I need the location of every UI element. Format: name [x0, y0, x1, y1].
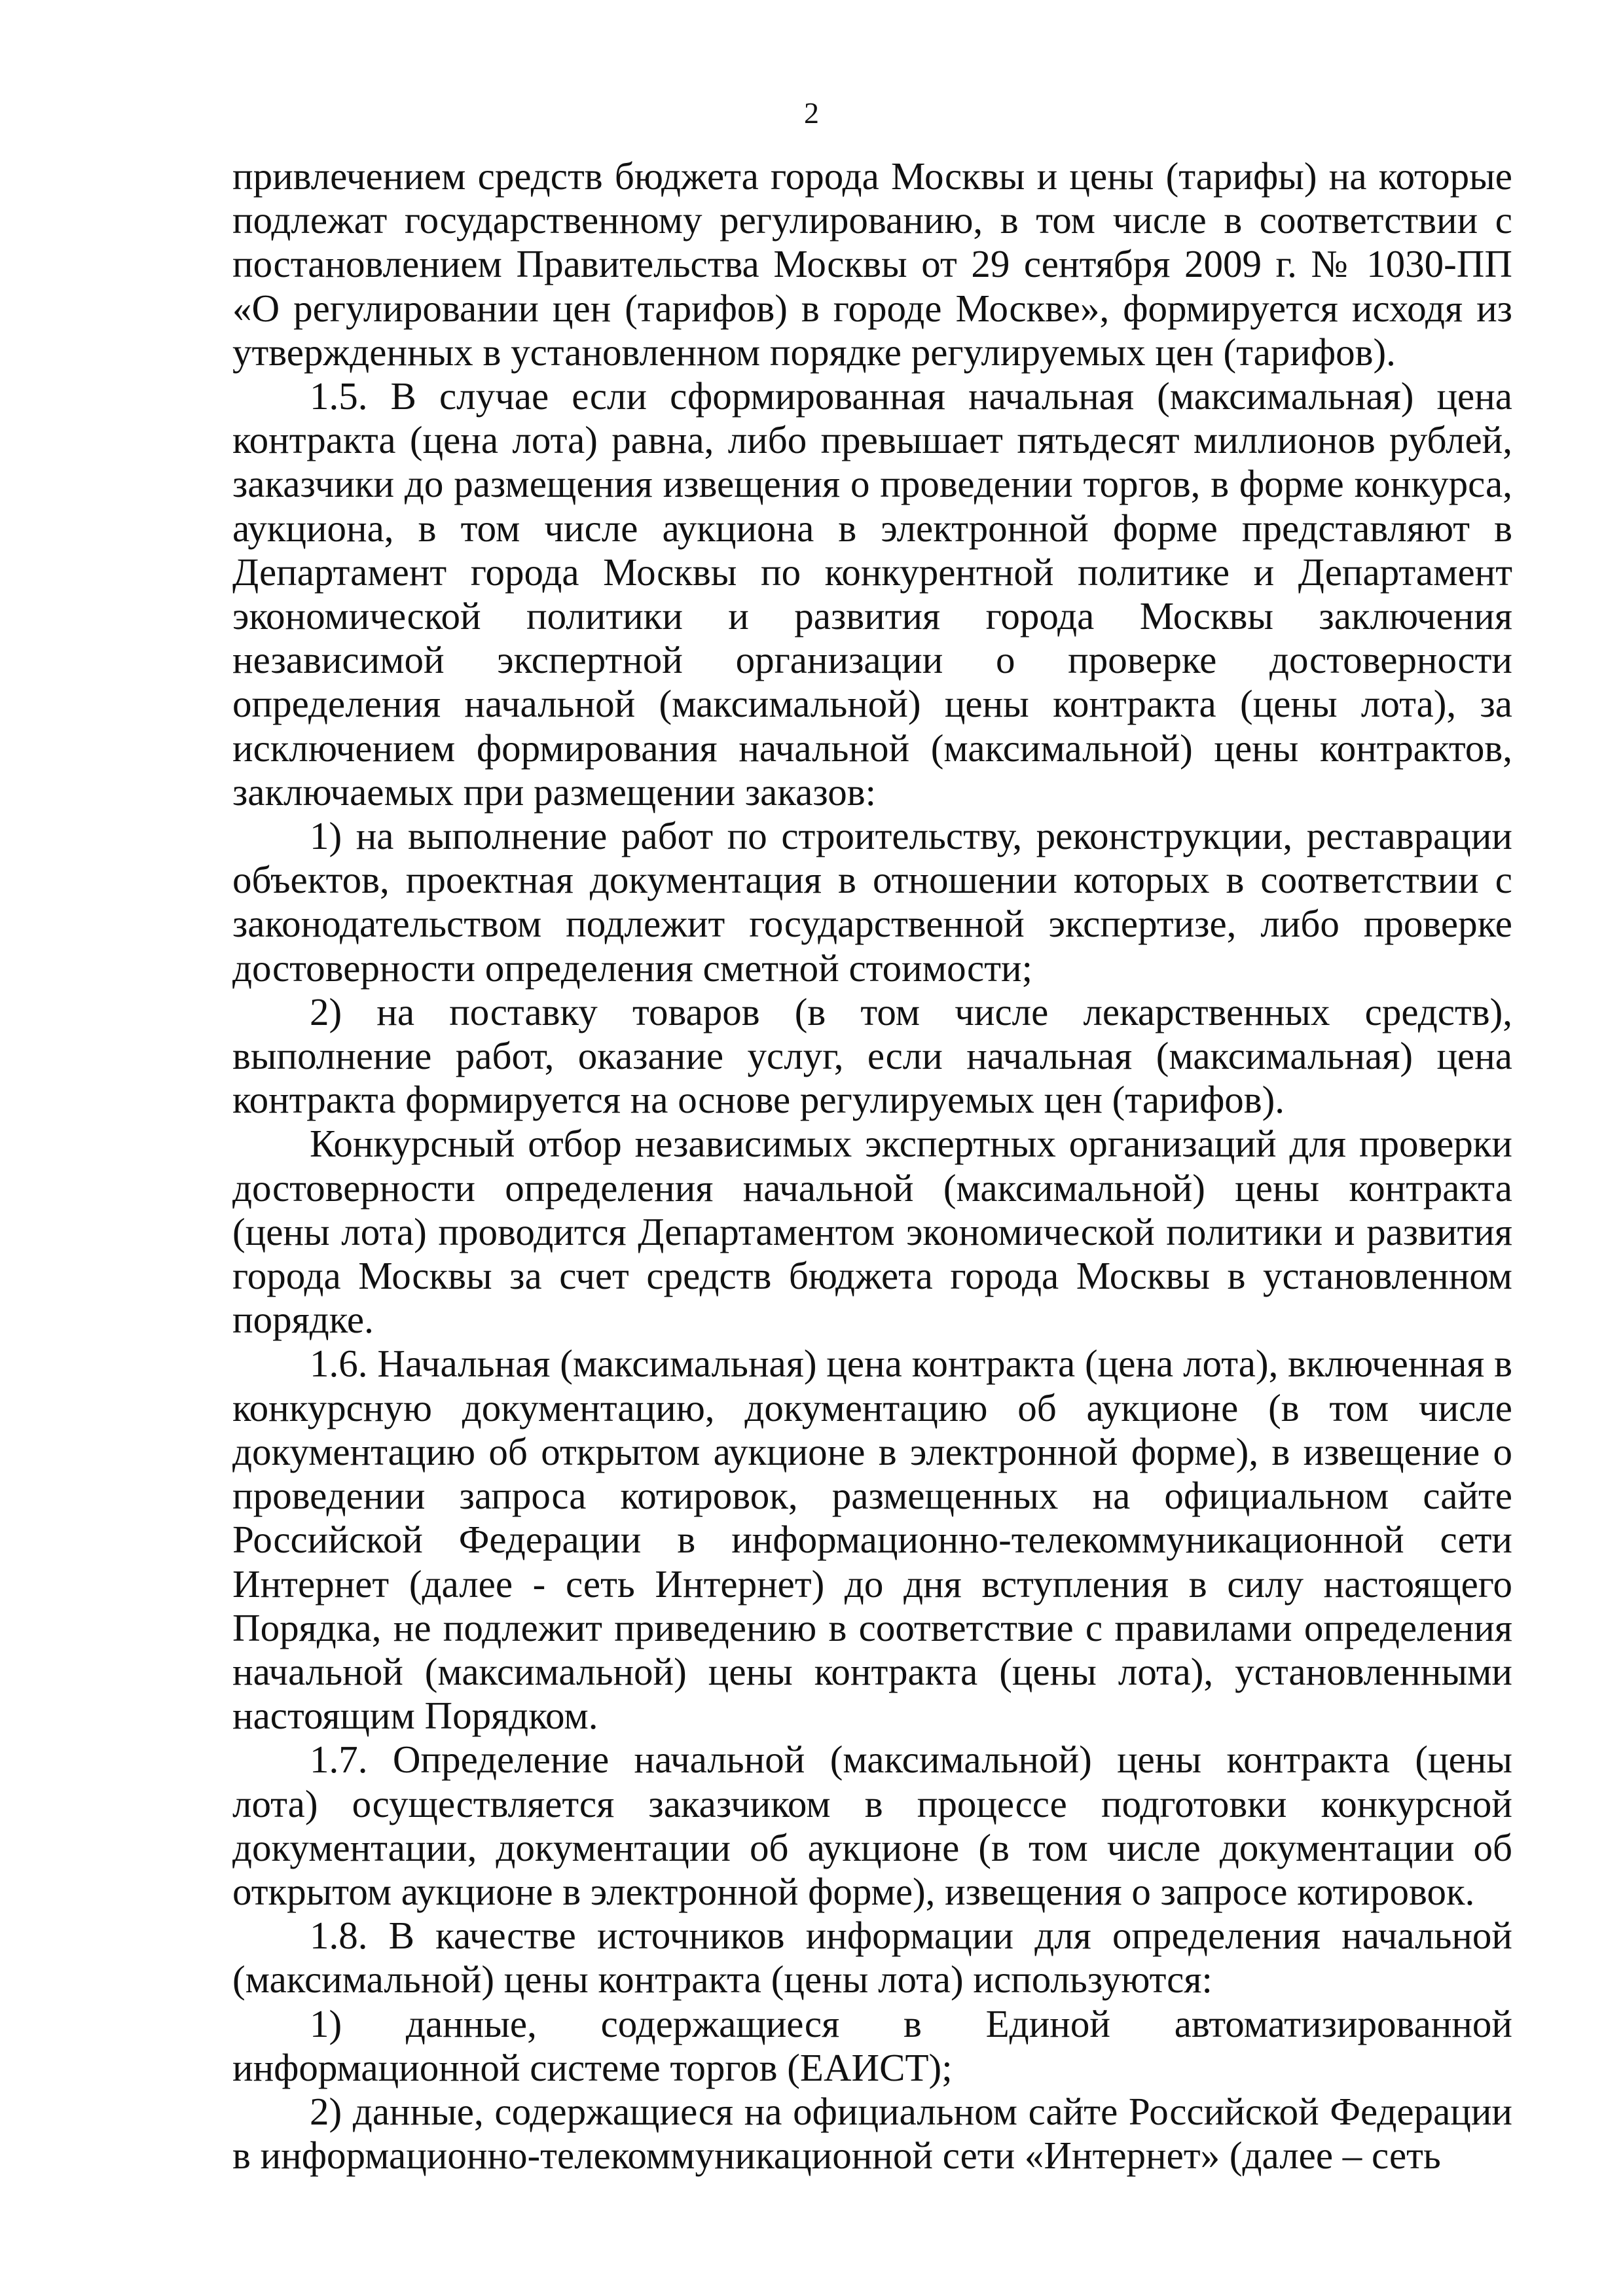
document-body — [232, 154, 1512, 2178]
paragraph-1-5: 1.5. В случае если сформированная начальная (максимальная) цена контракта (цена лота) равна, либо превышает пятьдесят миллионов рублей, заказчики до размещения извещения о проведении торгов, в форме конкурса, аукциона, в том числе аукциона в электронной форме представляют в Департамент города Москвы по конкурентной политике и Департамент экономической политики и развития города Москвы заключения независимой экспертной организации о проверке достоверности определения начальной (максимальной) цены контракта (цены лота), за исключением формирования начальной (максимальной) цены контрактов, заключаемых при размещении заказов: — [232, 374, 1512, 814]
paragraph-1-6: 1.6. Начальная (максимальная) цена контракта (цена лота), включенная в конкурсную документацию, документацию об аукционе (в том числе документацию об открытом аукционе в электронной форме), в извещение о проведении запроса котировок, размещенных на официальном сайте Российской Федерации в информационно-телекоммуникационной сети Интернет (далее - сеть Интернет) до дня вступления в силу настоящего Порядка, не подлежит приведению в соответствие с правилами определения начальной (максимальной) цены контракта (цены лота), установленными настоящим Порядком. — [232, 1342, 1512, 1738]
list-item-2-official-site: 2) данные, содержащиеся на официальном сайте Российской Федерации в информационно-телекоммуникационной сети «Интернет» (далее – сеть — [232, 2089, 1512, 2178]
paragraph-continuation: привлечением средств бюджета города Москвы и цены (тарифы) на которые подлежат государственному регулированию, в том числе в соответствии с постановлением Правительства Москвы от 29 сентября 2009 г. № 1030-ПП «О регулировании цен (тарифов) в городе Москве», формируется исходя из утвержденных в установленном порядке регулируемых цен (тарифов). — [232, 154, 1512, 374]
list-item-1-eaist: 1) данные, содержащиеся в Единой автоматизированной информационной системе торгов (ЕАИСТ); — [232, 2001, 1512, 2089]
page-number: 2 — [804, 96, 819, 130]
paragraph-1-8: 1.8. В качестве источников информации для определения начальной (максимальной) цены контракта (цены лота) используются: — [232, 1914, 1512, 2001]
list-item-2-regulated-prices: 2) на поставку товаров (в том числе лекарственных средств), выполнение работ, оказание услуг, если начальная (максимальная) цена контракта формируется на основе регулируемых цен (тарифов). — [232, 990, 1512, 1122]
list-item-1-construction: 1) на выполнение работ по строительству, реконструкции, реставрации объектов, проектная документация в отношении которых в соответствии с законодательством подлежит государственной экспертизе, либо проверке достоверности определения сметной стоимости; — [232, 814, 1512, 990]
paragraph-expert-selection: Конкурсный отбор независимых экспертных организаций для проверки достоверности определения начальной (максимальной) цены контракта (цены лота) проводится Департаментом экономической политики и развития города Москвы за счет средств бюджета города Москвы в установленном порядке. — [232, 1122, 1512, 1342]
paragraph-1-7: 1.7. Определение начальной (максимальной) цены контракта (цены лота) осуществляется заказчиком в процессе подготовки конкурсной документации, документации об аукционе (в том числе документации об открытом аукционе в электронной форме), извещения о запросе котировок. — [232, 1738, 1512, 1913]
